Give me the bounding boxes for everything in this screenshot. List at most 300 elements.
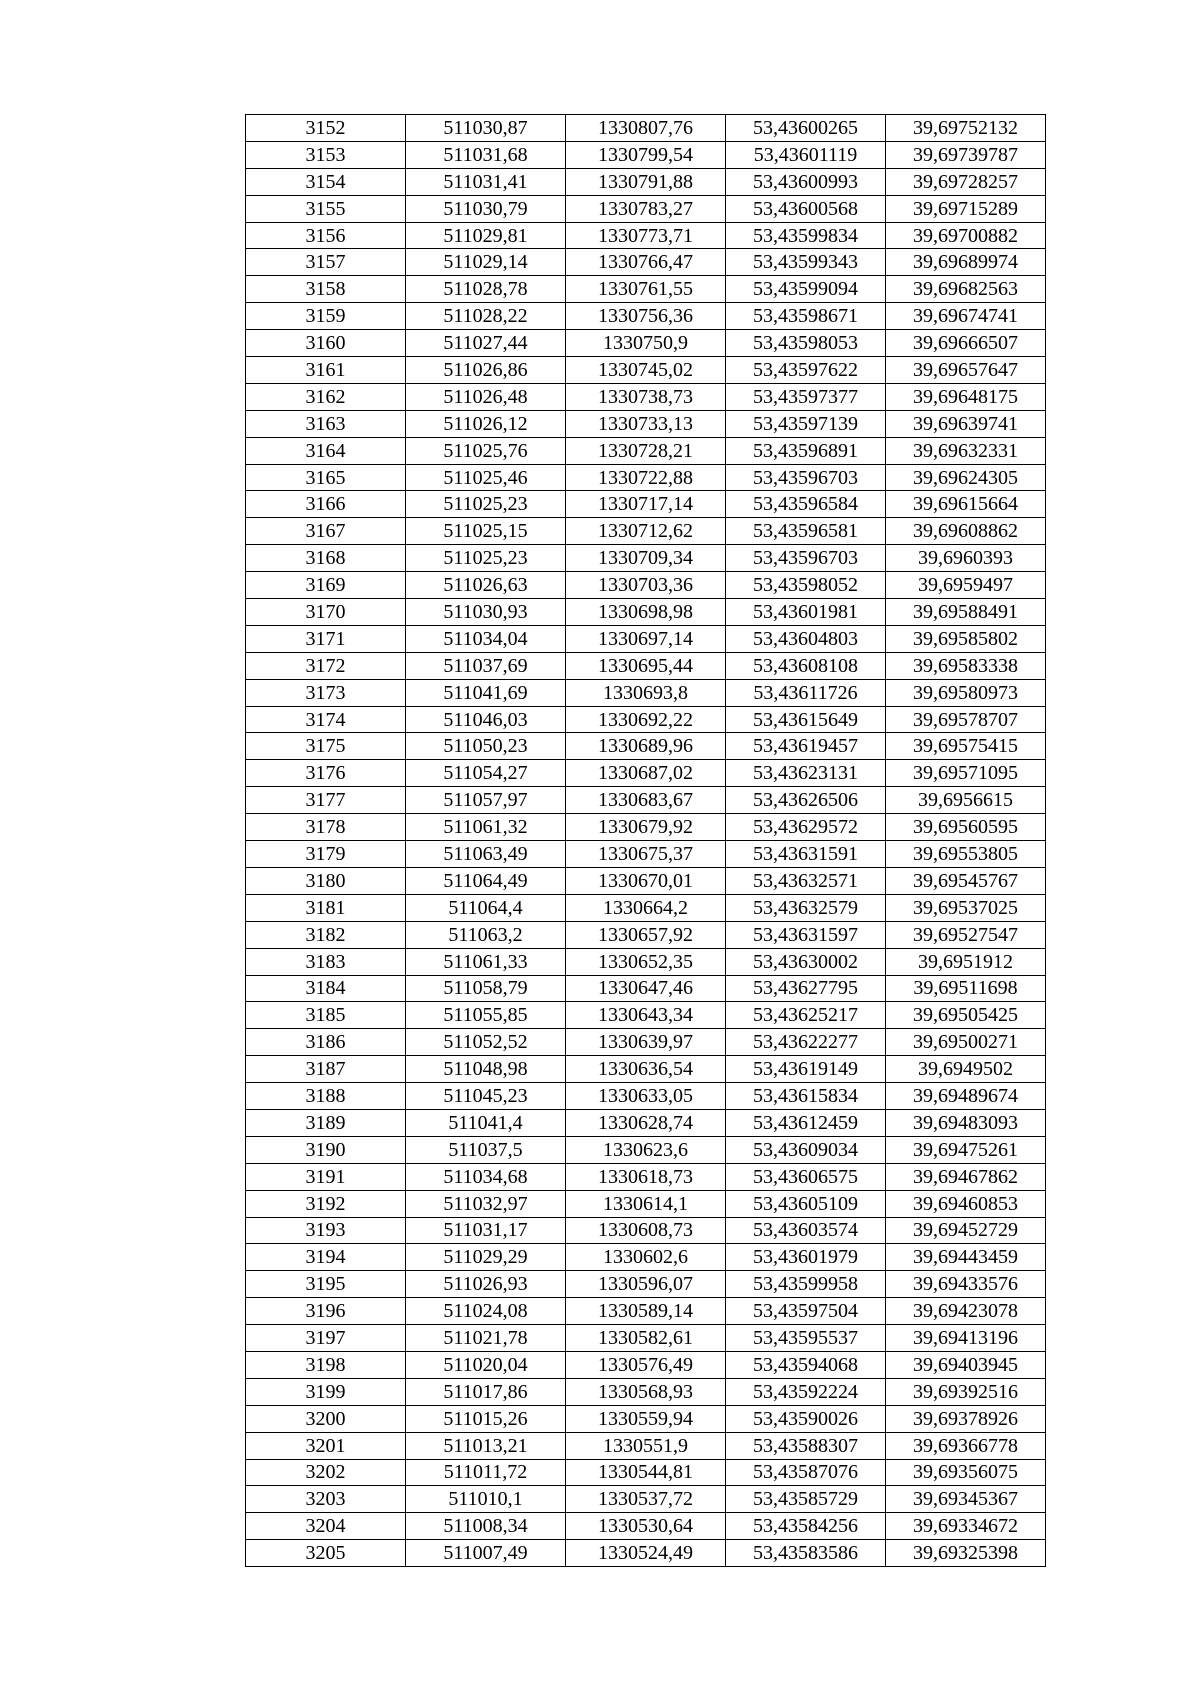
point-number-cell: 3155 bbox=[246, 195, 406, 222]
point-number-cell: 3204 bbox=[246, 1513, 406, 1540]
x-coordinate-cell: 511034,04 bbox=[406, 625, 566, 652]
point-number-cell: 3199 bbox=[246, 1378, 406, 1405]
point-number-cell: 3173 bbox=[246, 679, 406, 706]
point-number-cell: 3188 bbox=[246, 1083, 406, 1110]
point-number-cell: 3181 bbox=[246, 894, 406, 921]
x-coordinate-cell: 511013,21 bbox=[406, 1432, 566, 1459]
y-coordinate-cell: 1330576,49 bbox=[566, 1351, 726, 1378]
longitude-cell: 39,69334672 bbox=[886, 1513, 1046, 1540]
point-number-cell: 3172 bbox=[246, 652, 406, 679]
x-coordinate-cell: 511054,27 bbox=[406, 760, 566, 787]
y-coordinate-cell: 1330596,07 bbox=[566, 1271, 726, 1298]
point-number-cell: 3157 bbox=[246, 249, 406, 276]
y-coordinate-cell: 1330636,54 bbox=[566, 1056, 726, 1083]
longitude-cell: 39,69666507 bbox=[886, 330, 1046, 357]
longitude-cell: 39,69413196 bbox=[886, 1325, 1046, 1352]
table-row bbox=[246, 599, 1046, 626]
y-coordinate-cell: 1330647,46 bbox=[566, 975, 726, 1002]
x-coordinate-cell: 511028,22 bbox=[406, 303, 566, 330]
longitude-cell: 39,69475261 bbox=[886, 1136, 1046, 1163]
table-row bbox=[246, 787, 1046, 814]
table-row bbox=[246, 1136, 1046, 1163]
table-row bbox=[246, 1271, 1046, 1298]
table-row bbox=[246, 679, 1046, 706]
y-coordinate-cell: 1330530,64 bbox=[566, 1513, 726, 1540]
point-number-cell: 3162 bbox=[246, 383, 406, 410]
table-row bbox=[246, 168, 1046, 195]
point-number-cell: 3169 bbox=[246, 572, 406, 599]
longitude-cell: 39,69392516 bbox=[886, 1378, 1046, 1405]
latitude-cell: 53,43587076 bbox=[726, 1459, 886, 1486]
y-coordinate-cell: 1330524,49 bbox=[566, 1540, 726, 1567]
table-row bbox=[246, 975, 1046, 1002]
table-row bbox=[246, 1405, 1046, 1432]
latitude-cell: 53,43598671 bbox=[726, 303, 886, 330]
y-coordinate-cell: 1330683,67 bbox=[566, 787, 726, 814]
x-coordinate-cell: 511031,17 bbox=[406, 1217, 566, 1244]
x-coordinate-cell: 511034,68 bbox=[406, 1163, 566, 1190]
longitude-cell: 39,69537025 bbox=[886, 894, 1046, 921]
x-coordinate-cell: 511007,49 bbox=[406, 1540, 566, 1567]
x-coordinate-cell: 511063,49 bbox=[406, 841, 566, 868]
x-coordinate-cell: 511025,23 bbox=[406, 491, 566, 518]
latitude-cell: 53,43632571 bbox=[726, 867, 886, 894]
y-coordinate-cell: 1330712,62 bbox=[566, 518, 726, 545]
latitude-cell: 53,43599958 bbox=[726, 1271, 886, 1298]
table-row bbox=[246, 1029, 1046, 1056]
latitude-cell: 53,43599343 bbox=[726, 249, 886, 276]
x-coordinate-cell: 511041,4 bbox=[406, 1109, 566, 1136]
x-coordinate-cell: 511037,5 bbox=[406, 1136, 566, 1163]
x-coordinate-cell: 511028,78 bbox=[406, 276, 566, 303]
x-coordinate-cell: 511027,44 bbox=[406, 330, 566, 357]
latitude-cell: 53,43599094 bbox=[726, 276, 886, 303]
x-coordinate-cell: 511052,52 bbox=[406, 1029, 566, 1056]
table-row bbox=[246, 894, 1046, 921]
point-number-cell: 3163 bbox=[246, 410, 406, 437]
latitude-cell: 53,43631597 bbox=[726, 921, 886, 948]
table-row bbox=[246, 1109, 1046, 1136]
table-row bbox=[246, 545, 1046, 572]
longitude-cell: 39,69527547 bbox=[886, 921, 1046, 948]
x-coordinate-cell: 511064,4 bbox=[406, 894, 566, 921]
table-row bbox=[246, 733, 1046, 760]
longitude-cell: 39,69560595 bbox=[886, 814, 1046, 841]
latitude-cell: 53,43590026 bbox=[726, 1405, 886, 1432]
longitude-cell: 39,69588491 bbox=[886, 599, 1046, 626]
x-coordinate-cell: 511031,68 bbox=[406, 141, 566, 168]
latitude-cell: 53,43612459 bbox=[726, 1109, 886, 1136]
y-coordinate-cell: 1330693,8 bbox=[566, 679, 726, 706]
table-row bbox=[246, 760, 1046, 787]
point-number-cell: 3196 bbox=[246, 1298, 406, 1325]
table-row bbox=[246, 1325, 1046, 1352]
x-coordinate-cell: 511015,26 bbox=[406, 1405, 566, 1432]
longitude-cell: 39,69500271 bbox=[886, 1029, 1046, 1056]
longitude-cell: 39,69689974 bbox=[886, 249, 1046, 276]
y-coordinate-cell: 1330783,27 bbox=[566, 195, 726, 222]
longitude-cell: 39,69580973 bbox=[886, 679, 1046, 706]
longitude-cell: 39,69505425 bbox=[886, 1002, 1046, 1029]
x-coordinate-cell: 511029,14 bbox=[406, 249, 566, 276]
table-row bbox=[246, 357, 1046, 384]
table-row bbox=[246, 1540, 1046, 1567]
point-number-cell: 3174 bbox=[246, 706, 406, 733]
latitude-cell: 53,43596891 bbox=[726, 437, 886, 464]
longitude-cell: 39,69452729 bbox=[886, 1217, 1046, 1244]
latitude-cell: 53,43623131 bbox=[726, 760, 886, 787]
x-coordinate-cell: 511021,78 bbox=[406, 1325, 566, 1352]
y-coordinate-cell: 1330670,01 bbox=[566, 867, 726, 894]
longitude-cell: 39,69615664 bbox=[886, 491, 1046, 518]
x-coordinate-cell: 511017,86 bbox=[406, 1378, 566, 1405]
longitude-cell: 39,69728257 bbox=[886, 168, 1046, 195]
x-coordinate-cell: 511061,32 bbox=[406, 814, 566, 841]
latitude-cell: 53,43632579 bbox=[726, 894, 886, 921]
point-number-cell: 3198 bbox=[246, 1351, 406, 1378]
point-number-cell: 3175 bbox=[246, 733, 406, 760]
longitude-cell: 39,69608862 bbox=[886, 518, 1046, 545]
y-coordinate-cell: 1330618,73 bbox=[566, 1163, 726, 1190]
table-row bbox=[246, 518, 1046, 545]
latitude-cell: 53,43599834 bbox=[726, 222, 886, 249]
table-row bbox=[246, 1432, 1046, 1459]
latitude-cell: 53,43594068 bbox=[726, 1351, 886, 1378]
coordinates-table-body bbox=[246, 115, 1046, 1567]
longitude-cell: 39,69553805 bbox=[886, 841, 1046, 868]
y-coordinate-cell: 1330559,94 bbox=[566, 1405, 726, 1432]
x-coordinate-cell: 511029,81 bbox=[406, 222, 566, 249]
table-row bbox=[246, 706, 1046, 733]
point-number-cell: 3179 bbox=[246, 841, 406, 868]
y-coordinate-cell: 1330791,88 bbox=[566, 168, 726, 195]
table-row bbox=[246, 464, 1046, 491]
point-number-cell: 3203 bbox=[246, 1486, 406, 1513]
y-coordinate-cell: 1330657,92 bbox=[566, 921, 726, 948]
table-row bbox=[246, 410, 1046, 437]
table-row bbox=[246, 249, 1046, 276]
latitude-cell: 53,43603574 bbox=[726, 1217, 886, 1244]
x-coordinate-cell: 511030,79 bbox=[406, 195, 566, 222]
x-coordinate-cell: 511026,93 bbox=[406, 1271, 566, 1298]
longitude-cell: 39,69443459 bbox=[886, 1244, 1046, 1271]
latitude-cell: 53,43606575 bbox=[726, 1163, 886, 1190]
latitude-cell: 53,43598052 bbox=[726, 572, 886, 599]
y-coordinate-cell: 1330698,98 bbox=[566, 599, 726, 626]
point-number-cell: 3184 bbox=[246, 975, 406, 1002]
longitude-cell: 39,69632331 bbox=[886, 437, 1046, 464]
y-coordinate-cell: 1330568,93 bbox=[566, 1378, 726, 1405]
x-coordinate-cell: 511026,86 bbox=[406, 357, 566, 384]
longitude-cell: 39,69583338 bbox=[886, 652, 1046, 679]
y-coordinate-cell: 1330766,47 bbox=[566, 249, 726, 276]
longitude-cell: 39,69571095 bbox=[886, 760, 1046, 787]
table-row bbox=[246, 1378, 1046, 1405]
latitude-cell: 53,43595537 bbox=[726, 1325, 886, 1352]
table-row bbox=[246, 115, 1046, 142]
x-coordinate-cell: 511008,34 bbox=[406, 1513, 566, 1540]
longitude-cell: 39,69739787 bbox=[886, 141, 1046, 168]
y-coordinate-cell: 1330623,6 bbox=[566, 1136, 726, 1163]
latitude-cell: 53,43601119 bbox=[726, 141, 886, 168]
point-number-cell: 3187 bbox=[246, 1056, 406, 1083]
longitude-cell: 39,69639741 bbox=[886, 410, 1046, 437]
longitude-cell: 39,69700882 bbox=[886, 222, 1046, 249]
longitude-cell: 39,69356075 bbox=[886, 1459, 1046, 1486]
latitude-cell: 53,43625217 bbox=[726, 1002, 886, 1029]
longitude-cell: 39,69752132 bbox=[886, 115, 1046, 142]
table-row bbox=[246, 1459, 1046, 1486]
y-coordinate-cell: 1330639,97 bbox=[566, 1029, 726, 1056]
y-coordinate-cell: 1330689,96 bbox=[566, 733, 726, 760]
latitude-cell: 53,43583586 bbox=[726, 1540, 886, 1567]
point-number-cell: 3161 bbox=[246, 357, 406, 384]
y-coordinate-cell: 1330652,35 bbox=[566, 948, 726, 975]
latitude-cell: 53,43597139 bbox=[726, 410, 886, 437]
table-row bbox=[246, 437, 1046, 464]
latitude-cell: 53,43611726 bbox=[726, 679, 886, 706]
longitude-cell: 39,6951912 bbox=[886, 948, 1046, 975]
point-number-cell: 3194 bbox=[246, 1244, 406, 1271]
point-number-cell: 3166 bbox=[246, 491, 406, 518]
point-number-cell: 3195 bbox=[246, 1271, 406, 1298]
latitude-cell: 53,43592224 bbox=[726, 1378, 886, 1405]
x-coordinate-cell: 511063,2 bbox=[406, 921, 566, 948]
y-coordinate-cell: 1330703,36 bbox=[566, 572, 726, 599]
longitude-cell: 39,69578707 bbox=[886, 706, 1046, 733]
x-coordinate-cell: 511025,23 bbox=[406, 545, 566, 572]
point-number-cell: 3167 bbox=[246, 518, 406, 545]
table-row bbox=[246, 948, 1046, 975]
y-coordinate-cell: 1330761,55 bbox=[566, 276, 726, 303]
longitude-cell: 39,69585802 bbox=[886, 625, 1046, 652]
latitude-cell: 53,43615649 bbox=[726, 706, 886, 733]
y-coordinate-cell: 1330643,34 bbox=[566, 1002, 726, 1029]
x-coordinate-cell: 511055,85 bbox=[406, 1002, 566, 1029]
point-number-cell: 3168 bbox=[246, 545, 406, 572]
table-row bbox=[246, 330, 1046, 357]
latitude-cell: 53,43604803 bbox=[726, 625, 886, 652]
longitude-cell: 39,69674741 bbox=[886, 303, 1046, 330]
x-coordinate-cell: 511064,49 bbox=[406, 867, 566, 894]
x-coordinate-cell: 511010,1 bbox=[406, 1486, 566, 1513]
point-number-cell: 3165 bbox=[246, 464, 406, 491]
table-row bbox=[246, 195, 1046, 222]
point-number-cell: 3189 bbox=[246, 1109, 406, 1136]
longitude-cell: 39,69366778 bbox=[886, 1432, 1046, 1459]
y-coordinate-cell: 1330675,37 bbox=[566, 841, 726, 868]
x-coordinate-cell: 511020,04 bbox=[406, 1351, 566, 1378]
point-number-cell: 3160 bbox=[246, 330, 406, 357]
longitude-cell: 39,69624305 bbox=[886, 464, 1046, 491]
point-number-cell: 3192 bbox=[246, 1190, 406, 1217]
longitude-cell: 39,69511698 bbox=[886, 975, 1046, 1002]
latitude-cell: 53,43631591 bbox=[726, 841, 886, 868]
table-row bbox=[246, 652, 1046, 679]
x-coordinate-cell: 511031,41 bbox=[406, 168, 566, 195]
latitude-cell: 53,43609034 bbox=[726, 1136, 886, 1163]
point-number-cell: 3177 bbox=[246, 787, 406, 814]
table-row bbox=[246, 491, 1046, 518]
x-coordinate-cell: 511037,69 bbox=[406, 652, 566, 679]
latitude-cell: 53,43596581 bbox=[726, 518, 886, 545]
point-number-cell: 3170 bbox=[246, 599, 406, 626]
point-number-cell: 3202 bbox=[246, 1459, 406, 1486]
latitude-cell: 53,43608108 bbox=[726, 652, 886, 679]
y-coordinate-cell: 1330537,72 bbox=[566, 1486, 726, 1513]
latitude-cell: 53,43598053 bbox=[726, 330, 886, 357]
latitude-cell: 53,43597504 bbox=[726, 1298, 886, 1325]
longitude-cell: 39,69460853 bbox=[886, 1190, 1046, 1217]
table-row bbox=[246, 1298, 1046, 1325]
point-number-cell: 3158 bbox=[246, 276, 406, 303]
x-coordinate-cell: 511041,69 bbox=[406, 679, 566, 706]
longitude-cell: 39,69378926 bbox=[886, 1405, 1046, 1432]
point-number-cell: 3190 bbox=[246, 1136, 406, 1163]
table-row bbox=[246, 1486, 1046, 1513]
longitude-cell: 39,69403945 bbox=[886, 1351, 1046, 1378]
latitude-cell: 53,43619457 bbox=[726, 733, 886, 760]
y-coordinate-cell: 1330633,05 bbox=[566, 1083, 726, 1110]
table-row bbox=[246, 1513, 1046, 1540]
point-number-cell: 3200 bbox=[246, 1405, 406, 1432]
table-row bbox=[246, 1351, 1046, 1378]
latitude-cell: 53,43600993 bbox=[726, 168, 886, 195]
latitude-cell: 53,43629572 bbox=[726, 814, 886, 841]
longitude-cell: 39,69575415 bbox=[886, 733, 1046, 760]
y-coordinate-cell: 1330773,71 bbox=[566, 222, 726, 249]
latitude-cell: 53,43584256 bbox=[726, 1513, 886, 1540]
x-coordinate-cell: 511024,08 bbox=[406, 1298, 566, 1325]
y-coordinate-cell: 1330722,88 bbox=[566, 464, 726, 491]
y-coordinate-cell: 1330799,54 bbox=[566, 141, 726, 168]
table-row bbox=[246, 303, 1046, 330]
latitude-cell: 53,43597377 bbox=[726, 383, 886, 410]
latitude-cell: 53,43596584 bbox=[726, 491, 886, 518]
longitude-cell: 39,69682563 bbox=[886, 276, 1046, 303]
longitude-cell: 39,69715289 bbox=[886, 195, 1046, 222]
latitude-cell: 53,43600265 bbox=[726, 115, 886, 142]
table-row bbox=[246, 921, 1046, 948]
x-coordinate-cell: 511026,48 bbox=[406, 383, 566, 410]
point-number-cell: 3182 bbox=[246, 921, 406, 948]
point-number-cell: 3159 bbox=[246, 303, 406, 330]
y-coordinate-cell: 1330544,81 bbox=[566, 1459, 726, 1486]
y-coordinate-cell: 1330602,6 bbox=[566, 1244, 726, 1271]
table-row bbox=[246, 383, 1046, 410]
x-coordinate-cell: 511046,03 bbox=[406, 706, 566, 733]
point-number-cell: 3186 bbox=[246, 1029, 406, 1056]
table-row bbox=[246, 276, 1046, 303]
coordinates-table bbox=[245, 114, 1046, 1567]
y-coordinate-cell: 1330692,22 bbox=[566, 706, 726, 733]
longitude-cell: 39,69325398 bbox=[886, 1540, 1046, 1567]
latitude-cell: 53,43622277 bbox=[726, 1029, 886, 1056]
latitude-cell: 53,43619149 bbox=[726, 1056, 886, 1083]
table-row bbox=[246, 867, 1046, 894]
longitude-cell: 39,6949502 bbox=[886, 1056, 1046, 1083]
latitude-cell: 53,43585729 bbox=[726, 1486, 886, 1513]
x-coordinate-cell: 511030,87 bbox=[406, 115, 566, 142]
table-row bbox=[246, 625, 1046, 652]
point-number-cell: 3171 bbox=[246, 625, 406, 652]
point-number-cell: 3201 bbox=[246, 1432, 406, 1459]
point-number-cell: 3193 bbox=[246, 1217, 406, 1244]
y-coordinate-cell: 1330695,44 bbox=[566, 652, 726, 679]
y-coordinate-cell: 1330709,34 bbox=[566, 545, 726, 572]
longitude-cell: 39,69345367 bbox=[886, 1486, 1046, 1513]
latitude-cell: 53,43615834 bbox=[726, 1083, 886, 1110]
latitude-cell: 53,43605109 bbox=[726, 1190, 886, 1217]
longitude-cell: 39,69657647 bbox=[886, 357, 1046, 384]
y-coordinate-cell: 1330687,02 bbox=[566, 760, 726, 787]
point-number-cell: 3164 bbox=[246, 437, 406, 464]
longitude-cell: 39,69423078 bbox=[886, 1298, 1046, 1325]
longitude-cell: 39,6956615 bbox=[886, 787, 1046, 814]
table-row bbox=[246, 1056, 1046, 1083]
latitude-cell: 53,43596703 bbox=[726, 545, 886, 572]
x-coordinate-cell: 511025,15 bbox=[406, 518, 566, 545]
table-row bbox=[246, 222, 1046, 249]
y-coordinate-cell: 1330679,92 bbox=[566, 814, 726, 841]
y-coordinate-cell: 1330697,14 bbox=[566, 625, 726, 652]
y-coordinate-cell: 1330608,73 bbox=[566, 1217, 726, 1244]
point-number-cell: 3154 bbox=[246, 168, 406, 195]
latitude-cell: 53,43588307 bbox=[726, 1432, 886, 1459]
x-coordinate-cell: 511048,98 bbox=[406, 1056, 566, 1083]
x-coordinate-cell: 511025,76 bbox=[406, 437, 566, 464]
y-coordinate-cell: 1330664,2 bbox=[566, 894, 726, 921]
x-coordinate-cell: 511050,23 bbox=[406, 733, 566, 760]
x-coordinate-cell: 511030,93 bbox=[406, 599, 566, 626]
y-coordinate-cell: 1330756,36 bbox=[566, 303, 726, 330]
x-coordinate-cell: 511011,72 bbox=[406, 1459, 566, 1486]
point-number-cell: 3153 bbox=[246, 141, 406, 168]
y-coordinate-cell: 1330628,74 bbox=[566, 1109, 726, 1136]
latitude-cell: 53,43596703 bbox=[726, 464, 886, 491]
y-coordinate-cell: 1330717,14 bbox=[566, 491, 726, 518]
x-coordinate-cell: 511045,23 bbox=[406, 1083, 566, 1110]
longitude-cell: 39,69433576 bbox=[886, 1271, 1046, 1298]
point-number-cell: 3178 bbox=[246, 814, 406, 841]
y-coordinate-cell: 1330582,61 bbox=[566, 1325, 726, 1352]
x-coordinate-cell: 511032,97 bbox=[406, 1190, 566, 1217]
y-coordinate-cell: 1330750,9 bbox=[566, 330, 726, 357]
y-coordinate-cell: 1330728,21 bbox=[566, 437, 726, 464]
latitude-cell: 53,43601979 bbox=[726, 1244, 886, 1271]
x-coordinate-cell: 511057,97 bbox=[406, 787, 566, 814]
latitude-cell: 53,43627795 bbox=[726, 975, 886, 1002]
table-row bbox=[246, 1002, 1046, 1029]
x-coordinate-cell: 511058,79 bbox=[406, 975, 566, 1002]
x-coordinate-cell: 511026,63 bbox=[406, 572, 566, 599]
latitude-cell: 53,43601981 bbox=[726, 599, 886, 626]
latitude-cell: 53,43600568 bbox=[726, 195, 886, 222]
y-coordinate-cell: 1330551,9 bbox=[566, 1432, 726, 1459]
y-coordinate-cell: 1330733,13 bbox=[566, 410, 726, 437]
point-number-cell: 3152 bbox=[246, 115, 406, 142]
longitude-cell: 39,69467862 bbox=[886, 1163, 1046, 1190]
latitude-cell: 53,43597622 bbox=[726, 357, 886, 384]
y-coordinate-cell: 1330738,73 bbox=[566, 383, 726, 410]
table-row bbox=[246, 1190, 1046, 1217]
table-row bbox=[246, 814, 1046, 841]
table-row bbox=[246, 572, 1046, 599]
point-number-cell: 3180 bbox=[246, 867, 406, 894]
table-row bbox=[246, 1163, 1046, 1190]
table-row bbox=[246, 1244, 1046, 1271]
point-number-cell: 3183 bbox=[246, 948, 406, 975]
